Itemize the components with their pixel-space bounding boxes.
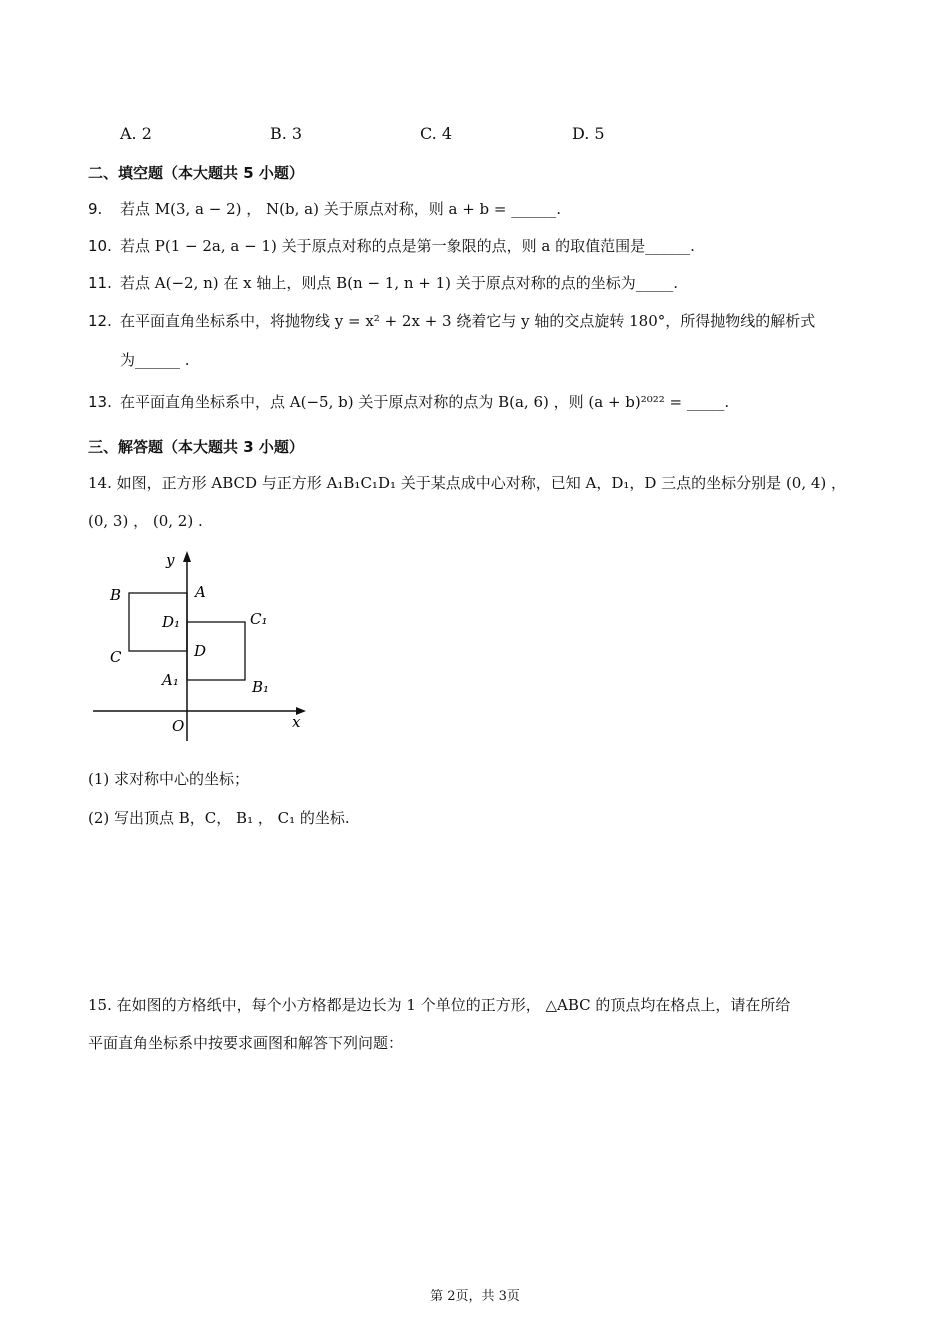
label-o: O xyxy=(172,717,185,735)
question-14-line1: 14. 如图，正方形 ABCD 与正方形 A₁B₁C₁D₁ 关于某点成中心对称，已知 A，D₁，D 三点的坐标分别是 (0, 4) ， xyxy=(88,474,847,492)
question-11 xyxy=(88,273,678,293)
question-number: 11. xyxy=(88,274,112,292)
label-c1: C₁ xyxy=(250,610,268,628)
option-c: C. 4 xyxy=(420,124,453,143)
question-14-part2: (2) 写出顶点 B，C， B₁ ， C₁ 的坐标. xyxy=(88,809,350,827)
section-2-title: 二、填空题（本大题共 5 小题） xyxy=(88,164,304,182)
question-number: 10. xyxy=(88,237,112,255)
question-9 xyxy=(88,199,561,219)
option-a: A. 2 xyxy=(120,124,152,143)
label-b1: B₁ xyxy=(252,678,270,696)
question-13 xyxy=(88,392,729,412)
option-b: B. 3 xyxy=(270,124,303,143)
question-number: 9. xyxy=(88,200,103,218)
question-12 xyxy=(88,311,815,331)
label-a: A xyxy=(195,583,206,601)
label-d1: D₁ xyxy=(162,613,181,631)
coordinate-figure xyxy=(88,545,318,745)
label-d: D xyxy=(194,642,207,660)
y-axis-arrow xyxy=(183,551,191,562)
question-15-line2: 平面直角坐标系中按要求画图和解答下列问题： xyxy=(88,1034,404,1052)
label-x: x xyxy=(292,713,301,731)
question-14-line2: (0, 3) ， (0, 2) . xyxy=(88,512,203,530)
question-text: 在平面直角坐标系中，将抛物线 y = x² + 2x + 3 绕着它与 y 轴的交点旋转 180°，所得抛物线的解析式 xyxy=(120,312,816,330)
question-10 xyxy=(88,236,695,256)
page-footer: 第 2页，共 3页 xyxy=(430,1289,520,1304)
question-text: 若点 A(−2, n) 在 x 轴上，则点 B(n − 1, n + 1) 关于原点对称的点的坐标为_____. xyxy=(120,274,679,292)
option-d: D. 5 xyxy=(572,124,605,143)
section-3-title: 三、解答题（本大题共 3 小题） xyxy=(88,438,304,456)
question-text: 若点 M(3, a − 2) ， N(b, a) 关于原点对称，则 a + b = ______. xyxy=(120,200,562,218)
question-14-part1: (1) 求对称中心的坐标； xyxy=(88,770,250,788)
label-y: y xyxy=(166,551,175,569)
label-a1: A₁ xyxy=(162,671,179,689)
question-15-line1: 15. 在如图的方格纸中，每个小方格都是边长为 1 个单位的正方形， △ABC 的顶点均在格点上，请在所给 xyxy=(88,996,791,1014)
question-text: 在平面直角坐标系中，点 A(−5, b) 关于原点对称的点为 B(a, 6) ，则 (a + b)²⁰²² = _____. xyxy=(120,393,730,411)
label-c: C xyxy=(110,648,122,666)
question-number: 13. xyxy=(88,393,112,411)
question-text: 若点 P(1 − 2a, a − 1) 关于原点对称的点是第一象限的点，则 a 的取值范围是______. xyxy=(120,237,695,255)
question-12-continued: 为______ . xyxy=(120,351,190,369)
question-number: 12. xyxy=(88,312,112,330)
label-b: B xyxy=(110,586,122,604)
